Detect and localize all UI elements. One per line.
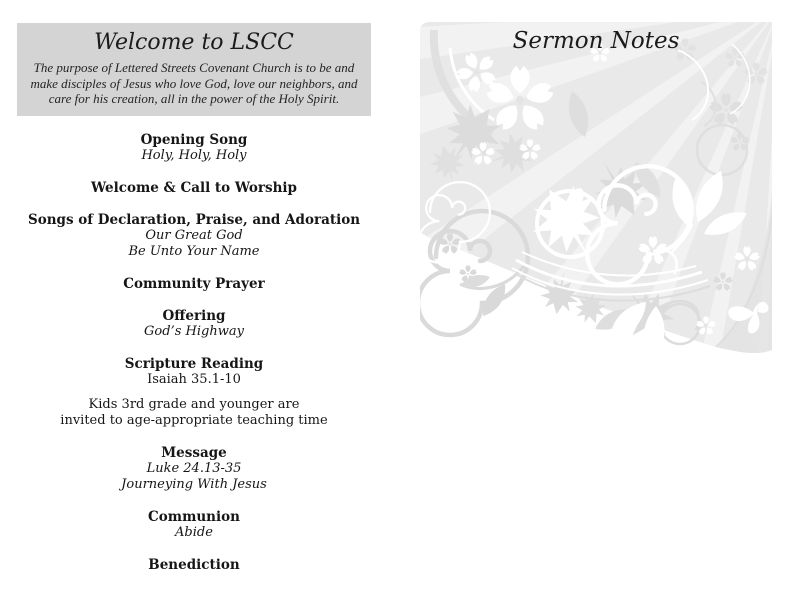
section-line: Be Unto Your Name <box>128 243 260 259</box>
section-line: Holy, Holy, Holy <box>141 147 247 163</box>
section-heading: Welcome & Call to Worship <box>90 179 297 196</box>
service-section-communion <box>17 509 371 541</box>
service-section-songs <box>17 212 371 260</box>
section-heading: Communion <box>148 508 240 525</box>
section-line: God’s Highway <box>144 323 244 339</box>
section-line: Abide <box>175 524 213 540</box>
floral-decoration-graphic <box>420 22 772 367</box>
purpose-line: make disciples of Jesus who love God, love our neighbors, and <box>30 75 358 91</box>
sermon-notes-title: Sermon Notes <box>512 28 680 54</box>
service-section-offering <box>17 308 371 340</box>
section-heading: Songs of Declaration, Praise, and Adoration <box>27 211 361 228</box>
order-of-service <box>17 132 371 573</box>
floral-decoration-svg <box>420 22 772 367</box>
bulletin-left-page <box>17 23 371 589</box>
section-line: invited to age-appropriate teaching time <box>60 412 328 428</box>
section-heading: Message <box>161 444 227 461</box>
purpose-statement <box>25 60 363 107</box>
section-line: Our Great God <box>145 227 243 243</box>
section-heading: Offering <box>162 307 226 324</box>
purpose-line: The purpose of Lettered Streets Covenant Church is to be and <box>33 60 355 75</box>
section-heading: Opening Song <box>140 131 248 148</box>
section-line: Kids 3rd grade and younger are <box>88 396 300 412</box>
kids-note <box>17 397 371 429</box>
page-title: Welcome to LSCC <box>94 30 294 55</box>
service-section-community-prayer <box>17 276 371 292</box>
section-heading: Benediction <box>148 556 240 573</box>
section-heading: Community Prayer <box>123 275 265 292</box>
welcome-header-box <box>17 23 371 116</box>
service-section-scripture-reading <box>17 356 371 388</box>
section-line: Isaiah 35.1-10 <box>147 371 241 387</box>
purpose-line: care for his creation, all in the power of the Holy Spirit. <box>48 91 340 106</box>
section-heading: Scripture Reading <box>124 355 264 372</box>
section-line: Journeying With Jesus <box>121 476 267 492</box>
service-section-benediction <box>17 557 371 573</box>
service-section-welcome <box>17 180 371 196</box>
service-section-opening-song <box>17 132 371 164</box>
service-section-message <box>17 445 371 493</box>
section-line: Luke 24.13-35 <box>146 460 242 476</box>
